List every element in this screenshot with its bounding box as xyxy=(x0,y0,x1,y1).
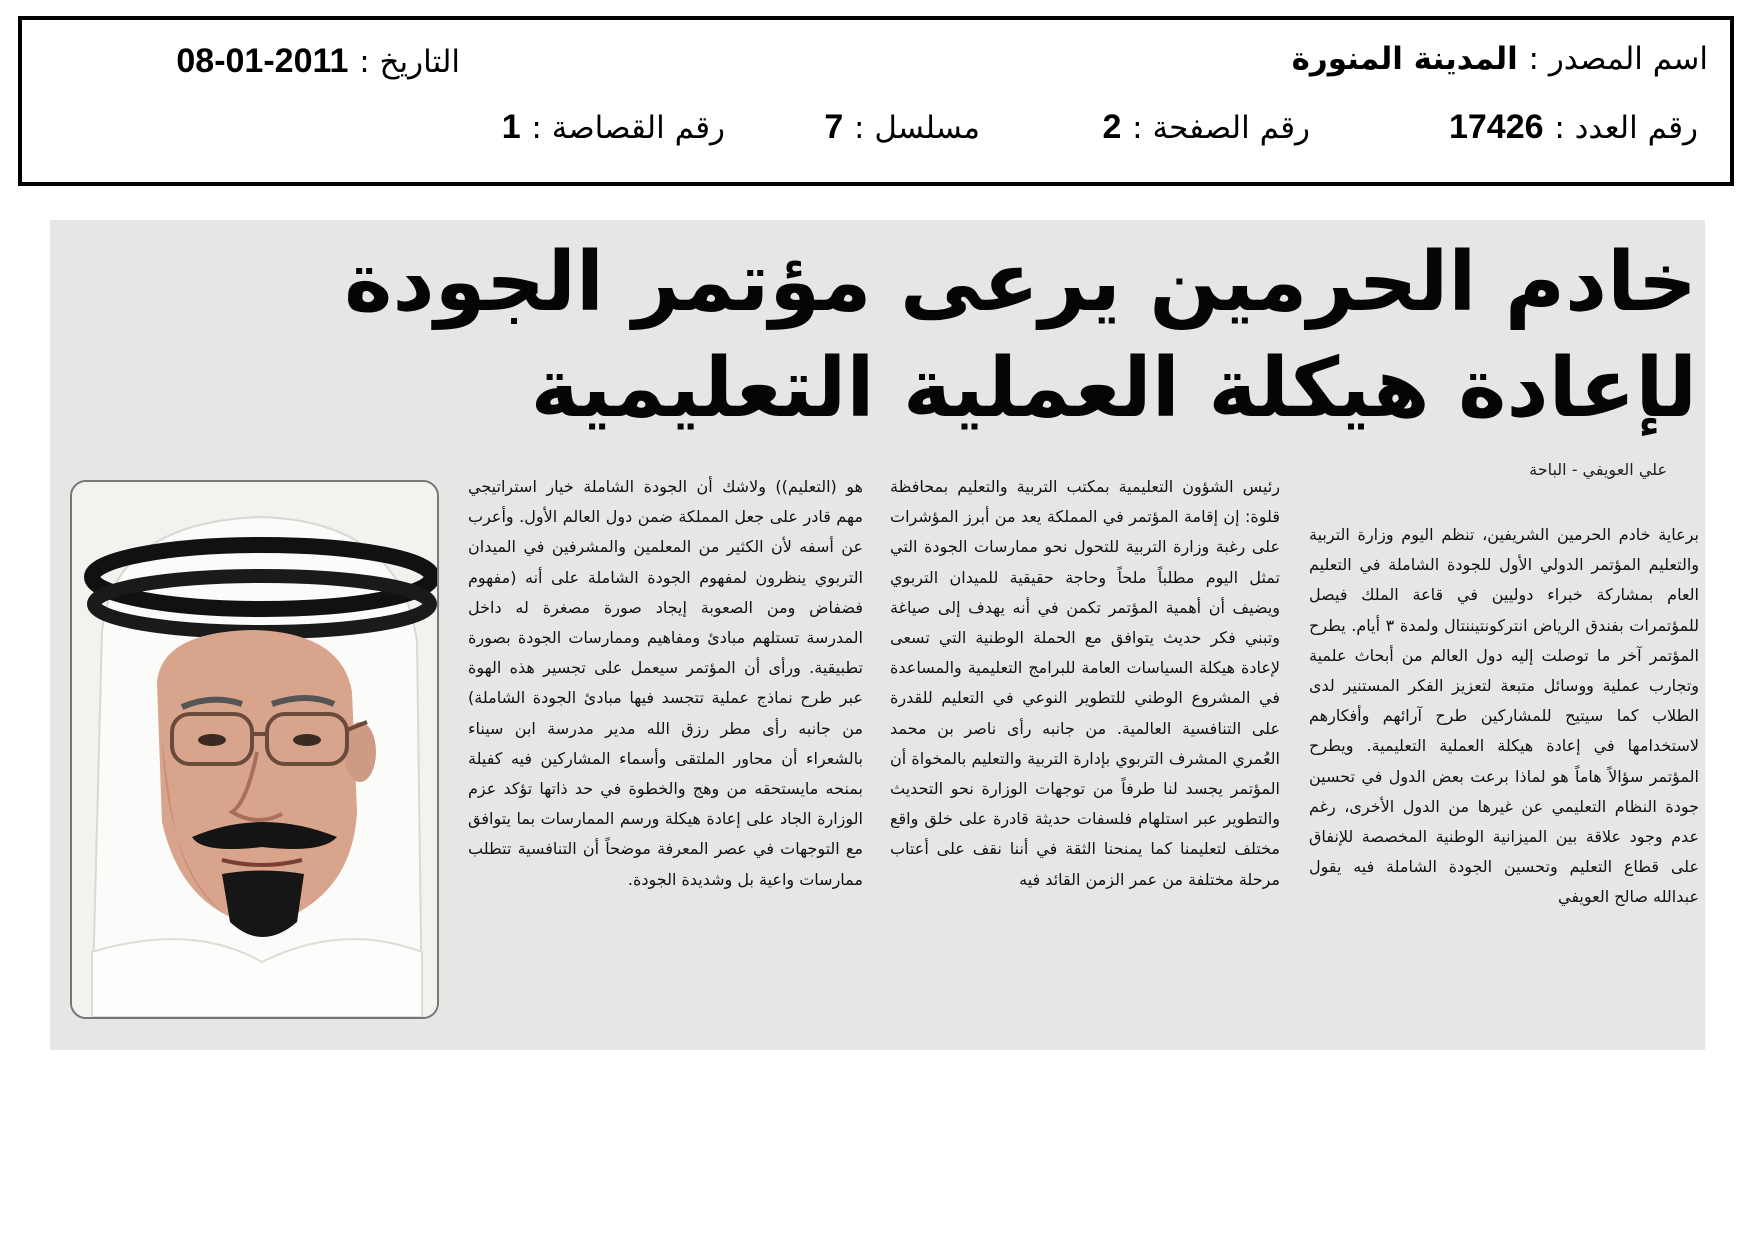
article-column-3: هو (التعليم)) ولاشك أن الجودة الشاملة خيار استراتيجي مهم قادر على جعل المملكة ضمن دول العالم الأول. وأعرب عن أسفه لأن الكثير من المعلمين والمشرفين في الميدان التربوي ينظرون لمفهوم الجودة الشاملة على أنه (مفهوم فضفاض ومن الصعوبة إيجاد صورة مصغرة له داخل المدرسة تستلهم مبادئ ومفاهيم وممارسات الجودة بصورة تطبيقية. ورأى أن المؤتمر سيعمل على تجسير هذه الهوة عبر طرح نماذج عملية تتجسد فيها مبادئ الجودة الشاملة) من جانبه رأى مطر رزق الله مدير مدرسة ابن سيناء بالشعراء أن محاور الملتقى وأسماء المشاركين فيه كفيلة بمنحه مايستحقه من وهج والخطوة في حد ذاتها تؤكد عزم الوزارة الجاد على إعادة هيكلة ورسم الممارسات بما يتوافق مع التوجهات في عصر المعرفة موضحاً أن التنافسية تتطلب ممارسات واعية بل وشديدة الجودة. xyxy=(468,477,863,889)
article-column-2: رئيس الشؤون التعليمية بمكتب التربية والتعليم بمحافظة قلوة: إن إقامة المؤتمر في المملكة يعد من أبرز المؤشرات على رغبة وزارة التربية للتحول نحو ممارسات الجودة التي تمثل اليوم مطلباً ملحاً وحاجة حقيقية للميدان التربوي ويضيف أن أهمية المؤتمر تكمن في أنه يهدف إلى صياغة وتبني فكر حديث يتوافق مع الحملة الوطنية التي تسعى لإعادة هيكلة السياسات العامة للبرامج التعليمية والمساعدة في المشروع الوطني للتطوير النوعي في التعليم للقدرة على التنافسية العالمية. من جانبه رأى ناصر بن محمد العُمري المشرف التربوي بإدارة التربية والتعليم بالمخواة أن المؤتمر يجسد لنا طرفاً من توجهات الوزارة نحو التحديث والتطوير عبر استلهام فلسفات حديثة قادرة على خلق واقع مختلف لتعليمنا كما يمنحنا الثقة في أننا نقف على أعتاب مرحلة مختلفة من عمر الزمن القائد فيه xyxy=(890,477,1280,889)
portrait-photo xyxy=(70,480,439,1019)
page-field xyxy=(1102,110,1310,144)
source-label: اسم المصدر : xyxy=(1528,41,1708,77)
date-field xyxy=(176,44,460,78)
serial-label: مسلسل : xyxy=(854,110,980,146)
issue-field xyxy=(1449,110,1698,144)
serial-field xyxy=(824,110,980,144)
date-value: 2011-01-08 xyxy=(176,42,349,80)
article-headline: خادم الحرمين يرعى مؤتمر الجودة لإعادة هيكلة العملية التعليمية xyxy=(344,235,1697,436)
issue-label: رقم العدد : xyxy=(1554,110,1698,146)
clip-field xyxy=(502,110,725,144)
date-label: التاريخ : xyxy=(359,44,460,80)
article-byline: علي العويفي - الباحة xyxy=(1529,460,1667,479)
portrait-illustration xyxy=(72,482,437,1017)
newspaper-clipping xyxy=(50,220,1705,1050)
serial-value: 7 xyxy=(824,108,844,146)
source-field xyxy=(1291,41,1708,77)
article-column-1: برعاية خادم الحرمين الشريفين، تنظم اليوم وزارة التربية والتعليم المؤتمر الدولي الأول للجودة الشاملة في التعليم العام بمشاركة خبراء دوليين في قاعة الملك فيصل للمؤتمرات بفندق الرياض انتركونتيننتال ولمدة ٣ أيام. يطرح المؤتمر آخر ما توصلت إليه دول العالم من أبحاث علمية وتجارب عملية ووسائل متبعة لتعزيز الفكر المستنير لدى الطلاب كما سيتيح للمشاركين طرح آرائهم وأفكارهم لاستخدامها في إعادة هيكلة العملية التعليمية. ويطرح المؤتمر سؤالاً هاماً هو لماذا برعت بعض الدول في تحسين جودة النظام التعليمي عن غيرها من الدول الأخرى، رغم عدم وجود علاقة بين الميزانية الوطنية المخصصة للإنفاق على قطاع التعليم وتحسين الجودة الشاملة فيه يقول عبدالله صالح العويفي xyxy=(1309,525,1700,907)
clip-value: 1 xyxy=(501,108,521,146)
page-label: رقم الصفحة : xyxy=(1132,110,1310,146)
source-value: المدينة المنورة xyxy=(1291,41,1518,77)
clipping-info-box xyxy=(18,16,1734,186)
clip-label: رقم القصاصة : xyxy=(531,110,725,146)
page-value: 2 xyxy=(1102,108,1122,146)
issue-value: 17426 xyxy=(1448,108,1544,146)
